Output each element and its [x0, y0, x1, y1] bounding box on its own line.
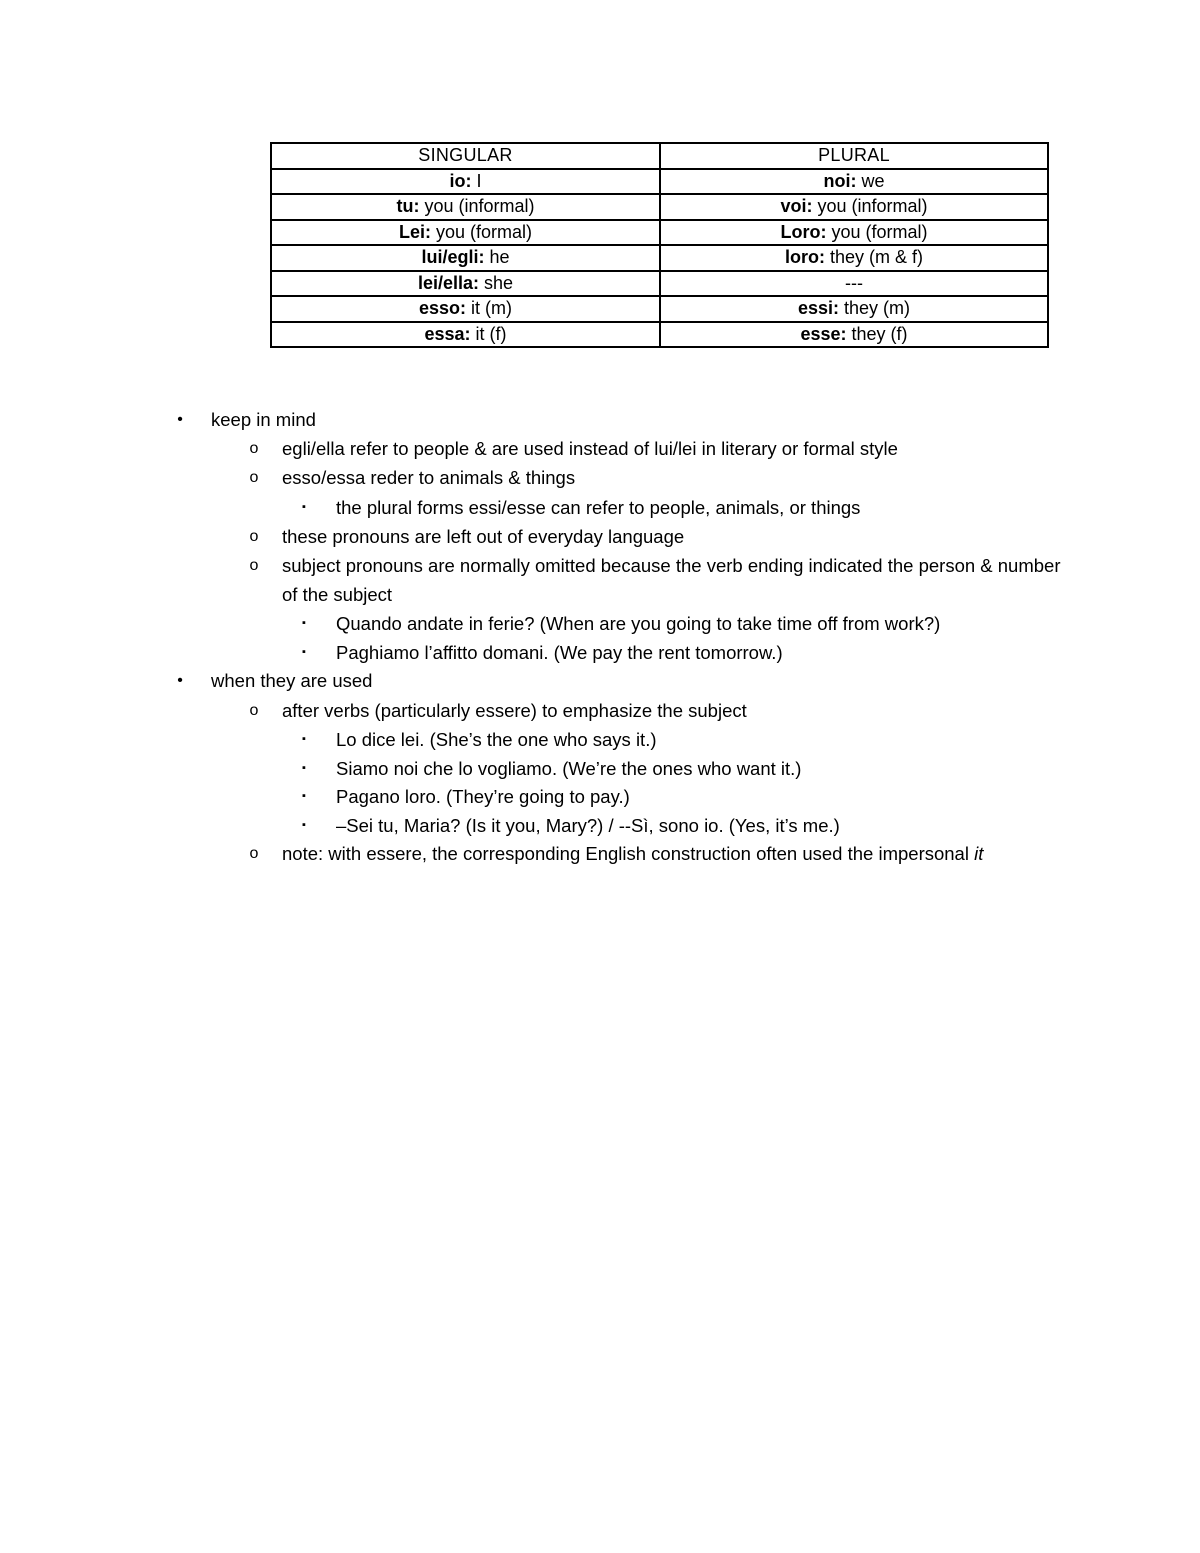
table-row	[271, 169, 1048, 195]
singular-cell	[271, 271, 660, 297]
circle-bullet-icon: o	[249, 845, 259, 862]
pronoun-meaning: you (informal)	[419, 196, 535, 216]
square-bullet-icon: ▪	[302, 733, 306, 745]
singular-cell	[271, 245, 660, 271]
header-singular: SINGULAR	[271, 143, 660, 169]
plural-cell	[660, 322, 1048, 348]
singular-cell	[271, 296, 660, 322]
bullet-icon: •	[177, 411, 183, 428]
pronoun-term: lui/egli:	[421, 247, 485, 267]
pronoun-term: lei/ella:	[417, 272, 479, 293]
pronoun-term: io:	[449, 170, 472, 191]
list-item-text: subject pronouns are normally omitted because the verb ending indicated the person & number of the subject	[282, 555, 1061, 605]
pronoun-term: esso:	[418, 298, 467, 318]
pronoun-meaning: they (f)	[846, 323, 908, 344]
circle-bullet-icon: o	[249, 528, 259, 545]
pronoun-term: Lei:	[398, 221, 431, 242]
pronoun-meaning: you (informal)	[812, 196, 928, 216]
square-bullet-icon: ▪	[302, 819, 306, 831]
pronoun-term: tu:	[396, 196, 420, 216]
list-item-text: Paghiamo l’affitto domani. (We pay the rent tomorrow.)	[336, 642, 783, 663]
list-item-text: Pagano loro. (They’re going to pay.)	[336, 786, 630, 807]
square-bullet-icon: ▪	[302, 762, 306, 774]
list-item-text: keep in mind	[211, 409, 316, 430]
square-bullet-icon: ▪	[302, 790, 306, 802]
list-item-text: egli/ella refer to people & are used instead of lui/lei in literary or formal style	[282, 438, 898, 459]
pronoun-term: noi:	[823, 170, 857, 191]
list-item-text: when they are used	[211, 670, 373, 691]
plural-cell	[660, 271, 1048, 297]
circle-bullet-icon: o	[249, 702, 259, 719]
table-row	[271, 322, 1048, 348]
subject-pronoun-table	[270, 142, 1049, 348]
circle-bullet-icon: o	[249, 440, 259, 457]
pronoun-meaning: they (m & f)	[824, 247, 923, 267]
list-item-text: –Sei tu, Maria? (Is it you, Mary?) / --Sì, sono io. (Yes, it’s me.)	[336, 815, 840, 836]
table-header-row	[271, 143, 1048, 169]
table-row	[271, 220, 1048, 246]
square-bullet-icon: ▪	[302, 501, 306, 513]
singular-cell	[271, 194, 660, 220]
pronoun-meaning: we	[856, 170, 885, 191]
pronoun-meaning: it (f)	[470, 323, 507, 344]
note-text: note: with essere, the corresponding English construction often used the impersonal	[282, 843, 975, 864]
list-item-text	[282, 839, 983, 868]
pronoun-meaning: I	[471, 170, 482, 191]
pronoun-meaning: you (formal)	[826, 221, 928, 242]
list-item-text: Quando andate in ferie? (When are you going to take time off from work?)	[336, 613, 941, 634]
list-item-text: after verbs (particularly essere) to emphasize the subject	[282, 700, 747, 721]
note-italic-word: it	[974, 843, 984, 864]
pronoun-term: Loro:	[780, 221, 827, 242]
pronoun-term: essa:	[424, 323, 471, 344]
singular-cell	[271, 220, 660, 246]
singular-cell	[271, 169, 660, 195]
plural-cell	[660, 194, 1048, 220]
plural-cell	[660, 220, 1048, 246]
plural-cell	[660, 245, 1048, 271]
pronoun-term: voi:	[780, 196, 813, 216]
square-bullet-icon: ▪	[302, 617, 306, 629]
list-item-text: Siamo noi che lo vogliamo. (We’re the ones who want it.)	[336, 758, 802, 779]
table-row	[271, 271, 1048, 297]
plural-cell	[660, 296, 1048, 322]
table-row	[271, 245, 1048, 271]
pronoun-meaning: ---	[845, 272, 863, 293]
list-item-text: esso/essa reder to animals & things	[282, 467, 576, 488]
list-item-text: Lo dice lei. (She’s the one who says it.)	[336, 729, 657, 750]
table-row	[271, 296, 1048, 322]
pronoun-meaning: you (formal)	[430, 221, 533, 242]
pronoun-meaning: it (m)	[466, 298, 512, 318]
pronoun-term: esse:	[800, 323, 847, 344]
pronoun-meaning: he	[484, 247, 510, 267]
header-plural: PLURAL	[660, 143, 1048, 169]
circle-bullet-icon: o	[249, 557, 259, 574]
list-item-text: the plural forms essi/esse can refer to people, animals, or things	[336, 497, 861, 518]
list-item-text: these pronouns are left out of everyday language	[282, 526, 685, 547]
pronoun-meaning: they (m)	[839, 298, 911, 318]
pronoun-term: essi:	[797, 298, 839, 318]
pronoun-meaning: she	[479, 272, 514, 293]
square-bullet-icon: ▪	[302, 646, 306, 658]
circle-bullet-icon: o	[249, 469, 259, 486]
table-row	[271, 194, 1048, 220]
plural-cell	[660, 169, 1048, 195]
bullet-icon: •	[177, 672, 183, 689]
singular-cell	[271, 322, 660, 348]
pronoun-term: loro:	[784, 247, 825, 267]
